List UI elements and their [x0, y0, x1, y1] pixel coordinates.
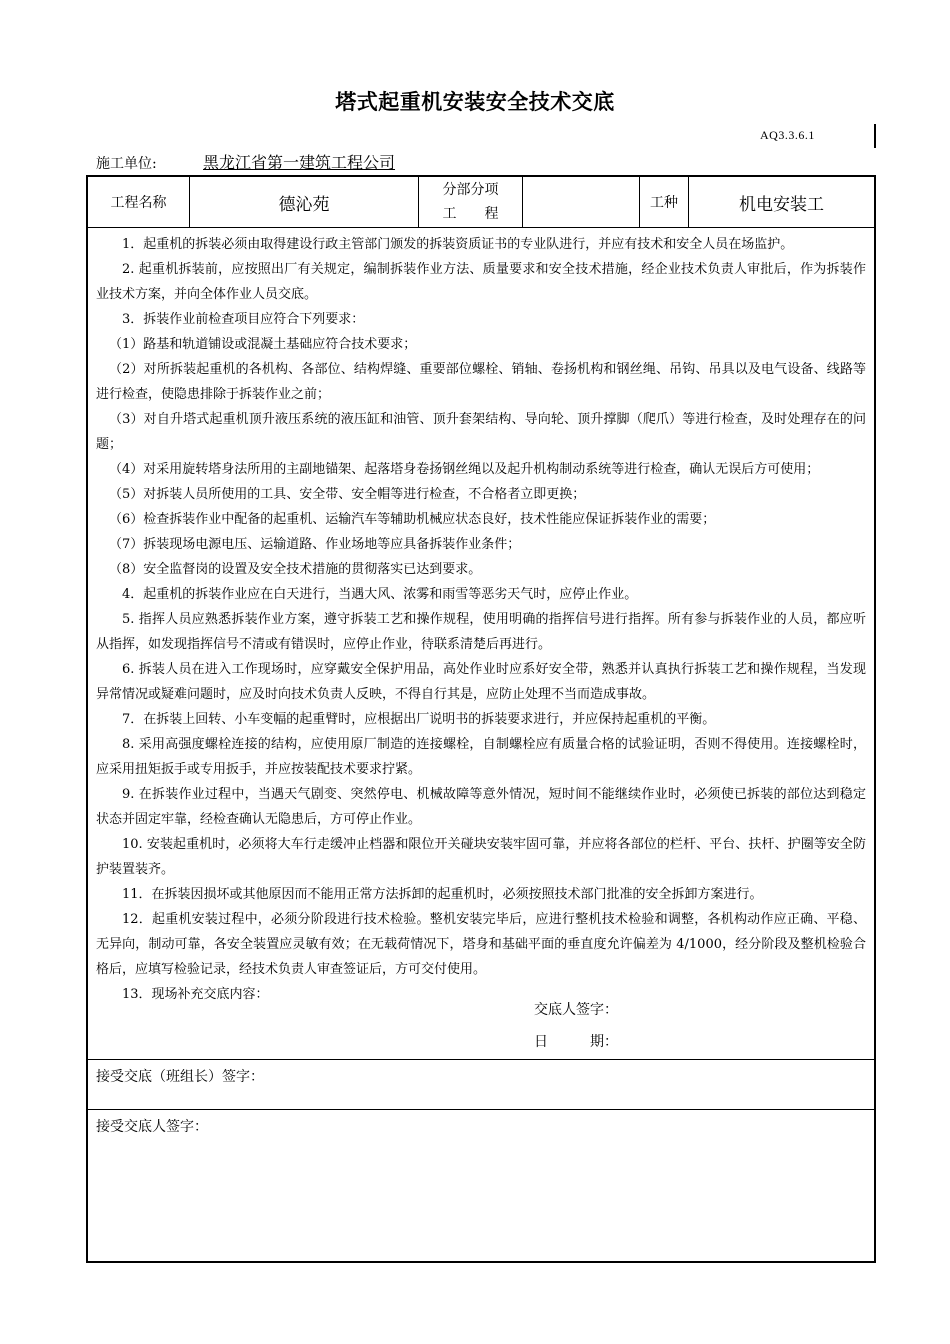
list-item: （8）安全监督岗的设置及安全技术措施的贯彻落实已达到要求。: [109, 562, 482, 577]
construction-unit-value: 黑龙江省第一建筑工程公司: [203, 153, 396, 172]
list-item: 8. 采用高强度螺栓连接的结构，应使用原厂制造的连接螺栓，自制螺栓应有质量合格的试验证明，否则不得使用。连接螺栓时，应采用扭矩扳手或专用扳手，并应按装配技术要求拧紧。: [96, 737, 866, 777]
disclosure-content: [88, 228, 874, 1060]
list-item: 9. 在拆装作业过程中，当遇天气剧变、突然停电、机械故障等意外情况，短时间不能继续作业时，必须使已拆装的部位达到稳定状态并固定牢靠，经检查确认无隐患后，方可停止作业。: [96, 787, 866, 827]
list-item: （6）检查拆装作业中配备的起重机、运输汽车等辅助机械应状态良好，技术性能应保证拆装作业的需要；: [109, 512, 716, 527]
project-name-value: 德沁苑: [278, 194, 330, 215]
margin-bar: [874, 124, 876, 148]
list-item: 7．在拆装上回转、小车变幅的起重臂时，应根据出厂说明书的拆装要求进行，并应保持起重机的平衡。: [122, 712, 716, 727]
work-type-label: 工种: [650, 195, 678, 211]
list-item: 4．起重机的拆装作业应在白天进行，当遇大风、浓雾和雨雪等恶劣天气时，应停止作业。: [122, 587, 638, 602]
disclosure-form: [86, 175, 876, 1263]
sub-project-label-line2: 工 程: [442, 206, 499, 222]
list-item: （7）拆装现场电源电压、运输道路、作业场地等应具备拆装作业条件；: [109, 537, 521, 552]
list-item: 1．起重机的拆装必须由取得建设行政主管部门颁发的拆装资质证书的专业队进行，并应有技术和安全人员在场监护。: [122, 237, 794, 252]
document-number: AQ3.3.6.1: [760, 128, 815, 142]
document-title: 塔式起重机安装安全技术交底: [335, 90, 615, 114]
list-item: （5）对拆装人员所使用的工具、安全带、安全帽等进行检查，不合格者立即更换；: [109, 487, 586, 502]
list-item: （4）对采用旋转塔身法所用的主副地锚架、起落塔身卷扬钢丝绳以及起升机构制动系统等进行检查，确认无误后方可使用；: [109, 462, 820, 477]
sub-project-value: [523, 177, 639, 227]
project-name-label: 工程名称: [110, 195, 167, 211]
receivers-signature-label: 接受交底人签字：: [96, 1119, 208, 1135]
receiver-leader-signature-label: 接受交底（班组长）签字：: [96, 1069, 264, 1085]
list-item: 10. 安装起重机时，必须将大车行走缓冲止档器和限位开关碰块安装牢固可靠，并应将各部位的栏杆、平台、扶杆、护圈等安全防护装置装齐。: [96, 837, 866, 877]
list-item: 11．在拆装因损坏或其他原因而不能用正常方法拆卸的起重机时，必须按照技术部门批准的安全拆卸方案进行。: [122, 887, 763, 902]
receivers-signature-row: [88, 1110, 874, 1260]
presenter-signature-label: 交底人签字：: [534, 1002, 618, 1018]
list-item: 5. 指挥人员应熟悉拆装作业方案，遵守拆装工艺和操作规程，使用明确的指挥信号进行指挥。所有参与拆装作业的人员，都应听从指挥，如发现指挥信号不清或有错误时，应停止作业，待联系清楚后再进行。: [96, 612, 866, 652]
list-item: 13．现场补充交底内容：: [122, 987, 269, 1002]
list-item: 6. 拆装人员在进入工作现场时，应穿戴安全保护用品，高处作业时应系好安全带，熟悉并认真执行拆装工艺和操作规程，当发现异常情况或疑难问题时，应及时向技术负责人反映，不得自行其是，应防止处理不当而造成事故。: [96, 662, 866, 702]
form-header-row: [88, 177, 874, 228]
list-item: （1）路基和轨道铺设或混凝土基础应符合技术要求；: [109, 337, 417, 352]
list-item: （3）对自升塔式起重机顶升液压系统的液压缸和油管、顶升套架结构、导向轮、顶升撑脚（爬爪）等进行检查，及时处理存在的问题；: [96, 412, 866, 452]
receiver-leader-signature-row: [88, 1060, 874, 1110]
sub-project-label-line1: 分部分项: [442, 182, 499, 198]
work-type-value: 机电安装工: [739, 194, 824, 215]
sub-project-label: [419, 177, 522, 227]
list-item: 3．拆装作业前检查项目应符合下列要求：: [122, 312, 365, 327]
list-item: （2）对所拆装起重机的各机构、各部位、结构焊缝、重要部位螺栓、销轴、卷扬机构和钢丝绳、吊钩、吊具以及电气设备、线路等进行检查，使隐患排除于拆装作业之前；: [96, 362, 866, 402]
date-label: 日 期：: [534, 1034, 618, 1050]
construction-unit-label: 施工单位:: [96, 156, 157, 172]
list-item: 2. 起重机拆装前，应按照出厂有关规定，编制拆装作业方法、质量要求和安全技术措施，经企业技术负责人审批后，作为拆装作业技术方案，并向全体作业人员交底。: [96, 262, 866, 302]
list-item: 12．起重机安装过程中，必须分阶段进行技术检验。整机安装完毕后，应进行整机技术检验和调整，各机构动作应正确、平稳、无异向，制动可靠，各安全装置应灵敏有效；在无载荷情况下，塔身和基础平面的垂直度允许偏差为 4/1000，经分阶段及整机检验合格后，应填写检验记录，经技术负责人审查签证后，方可交付使用。: [96, 912, 866, 977]
